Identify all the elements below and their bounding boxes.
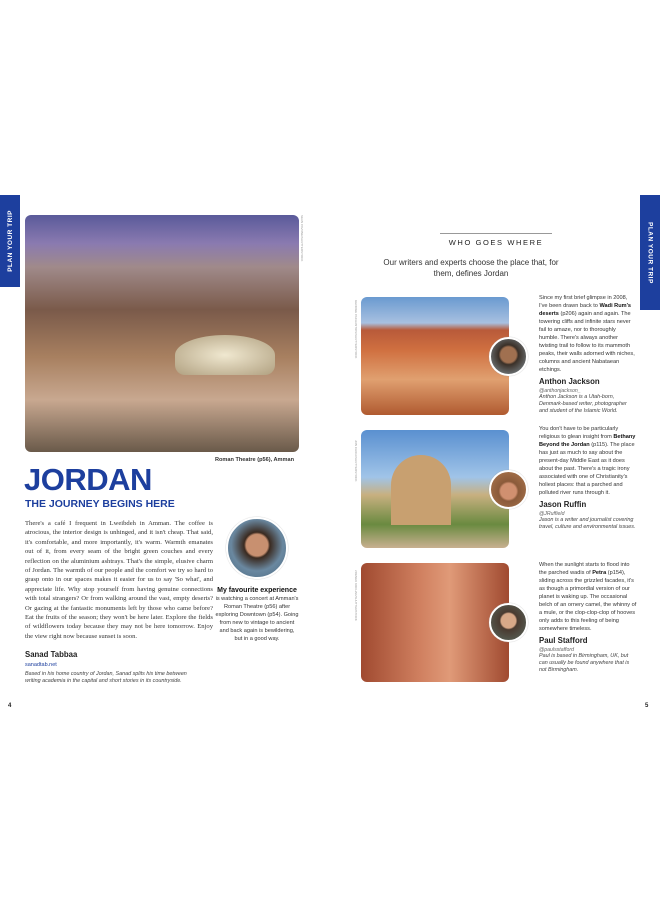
entry-bio: Jason is a writer and journalist covering travel, culture and environmental issues. [539,517,636,530]
photo-credit: SEAN PAVONE/SHUTTERSTOCK [300,215,304,262]
anthon-avatar [489,337,528,376]
entry-text: When the sunlight starts to flood into the parched wadis of Petra (p154), sliding across the grizzled facades, it's as though a primordial version of our planet is waking up. The occasional belch of an ornery camel, the whinny of a mule, or the clop-clop-clop of hooves only adds to this feeling of being somewhere timeless. [539,562,637,632]
author-name: Sanad Tabbaa [25,650,78,659]
amman-photo [25,215,299,452]
section-heading: WHO GOES WHERE [448,238,544,247]
page-number-left: 4 [8,703,12,709]
entry-handle[interactable]: @paulsstafford [539,647,574,653]
bethany-photo [361,430,509,548]
photo-credit-3: ZDENEK KRCHAK/SHUTTERSTOCK [354,570,358,621]
entry-anthon [539,294,637,415]
favourite-quote: My favourite experience is watching a concert at Amman's Roman Theatre (p56) after exploring Downtown (p54). Going from new to vintage to ancient and back again is bewildering, but in a good way. [215,587,299,642]
entry-paul [539,561,637,674]
page-subtitle: THE JOURNEY BEGINS HERE [25,498,175,510]
entry-bio: Anthon Jackson is a Utah-born, Denmark-based writer, photographer and student of the Islamic World. [539,394,627,414]
paul-avatar [489,603,528,642]
entry-handle[interactable]: @JRuffield [539,511,565,517]
side-tab-right: PLAN YOUR TRIP [640,195,660,310]
page-title: JORDAN [24,462,152,497]
author-bio: Based in his home country of Jordan, Sanad splits his time between writing academia in the capital and short stories in its countryside. [25,671,187,684]
entry-handle[interactable]: @anthonjackson_ [539,388,581,394]
author-avatar [226,517,288,579]
petra-photo [361,563,509,682]
wadi-rum-photo [361,297,509,415]
entry-jason [539,425,637,531]
section-intro: Our writers and experts choose the place that, for them, defines Jordan [383,258,559,278]
heading-rule [440,233,552,234]
entry-bio: Paul is based in Birmingham, UK, but can usually be found anywhere that is not Birmingham. [539,653,630,673]
photo-credit-2: JON CHICA/SHUTTERSTOCK [354,440,358,482]
page-number-right: 5 [645,703,649,709]
photo-caption: Roman Theatre (p56), Amman [214,457,294,463]
photo-credit-1: GEORGE PACHANTRIS/SHUTTERSTOCK [354,300,358,359]
entry-name: Paul Stafford [539,636,588,645]
entry-name: Jason Ruffin [539,500,587,509]
entry-text: Since my first brief glimpse in 2008, I've been drawn back to Wadi Rum's deserts (p206) again and again. The towering cliffs and infinite stars never fail to amaze, nor to thoroughly humble. There's always another twisting trail to follow to its mammoth peaks, their walls adorned with niches, columns and ancient Nabataean etchings. [539,295,635,373]
side-tab-left: PLAN YOUR TRIP [0,195,20,287]
jason-avatar [489,470,528,509]
entry-text: You don't have to be particularly religious to glean insight from Bethany Beyond the Jordan (p115). The place has just as much to say about the present-day Middle East as it does about the past. There's a tragic irony associated with one of Christianity's holiest places: that a parched and polluted river runs through it. [539,426,636,496]
intro-body: There's a café I frequent in Lweibdeh in Amman. The coffee is atrocious, the interior design is unhinged, and it isn't cheap. That said, it's comfortable, and more importantly, it's warm. Warmth emanates out of it, from every seam of the bright green couches and every reflection on the aluminium ashtrays. That's the simple, elusive charm of Jordan. The warmth of our people and the comfort we try so hard to grasp onto in our spaces makes it easier for us to say 'So what', and appreciate life. Why stop yourself from having genuine connections with total strangers? Or from walking around the vast, empty deserts? Or gazing at the fantastic monuments left by those who came before? Eat the fruits of the season; they won't be here later. Explore the fields of wildflowers today because they may not be here tomorrow. Enjoy the view right now because sunset is soon. [25,520,213,640]
author-website[interactable]: sanadtab.net [25,662,57,668]
entry-name: Anthon Jackson [539,377,600,386]
